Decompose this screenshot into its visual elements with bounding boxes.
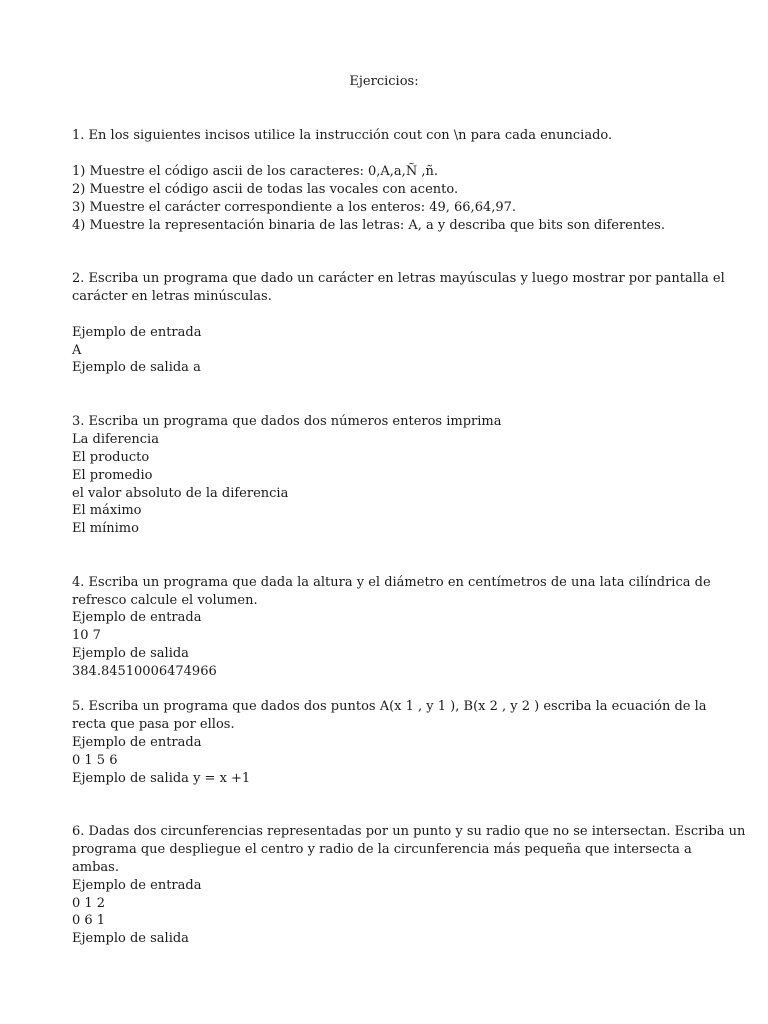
exercise-1-item-4: 4) Muestre la representación binaria de las letras: A, a y describa que bits son diferentes. [72, 218, 665, 233]
exercise-6-line: 6. Dadas dos circunferencias representadas por un punto y su radio que no se intersectan. Escriba un [72, 824, 746, 839]
exercise-1-item-2: 2) Muestre el código ascii de todas las vocales con acento. [72, 182, 459, 197]
exercise-4-line: Ejemplo de entrada [72, 610, 202, 625]
exercise-3-line: El producto [72, 450, 150, 465]
exercise-1-item-1: 1) Muestre el código ascii de los caracteres: 0,A,a,Ñ ,ñ. [72, 164, 438, 179]
exercise-4-line: 10 7 [72, 628, 101, 643]
exercise-5-line: 0 1 5 6 [72, 753, 118, 768]
exercise-4-line: 384.84510006474966 [72, 664, 217, 679]
exercise-5-line: Ejemplo de salida y = x +1 [72, 771, 251, 786]
exercise-2-line: 2. Escriba un programa que dado un carácter en letras mayúsculas y luego mostrar por pantalla el [72, 271, 725, 286]
exercise-3-line: 3. Escriba un programa que dados dos números enteros imprima [72, 414, 502, 429]
exercise-4-line: Ejemplo de salida [72, 646, 189, 661]
exercise-4-line: refresco calcule el volumen. [72, 593, 258, 608]
exercise-5-line: Ejemplo de entrada [72, 735, 202, 750]
exercise-4-line: 4. Escriba un programa que dada la altura y el diámetro en centímetros de una lata cilíndrica de [72, 575, 711, 590]
exercise-5-line: 5. Escriba un programa que dados dos puntos A(x 1 , y 1 ), B(x 2 , y 2 ) escriba la ecuación de la [72, 699, 707, 714]
exercise-3-line: el valor absoluto de la diferencia [72, 486, 289, 501]
exercise-2-line: carácter en letras minúsculas. [72, 289, 272, 304]
exercise-5-line: recta que pasa por ellos. [72, 717, 235, 732]
exercise-2-output: Ejemplo de salida a [72, 360, 201, 375]
exercise-6-line: 0 6 1 [72, 913, 106, 928]
exercise-2-input-label: Ejemplo de entrada [72, 325, 202, 340]
exercise-3-line: La diferencia [72, 432, 159, 447]
exercise-1-item-3: 3) Muestre el carácter correspondiente a los enteros: 49, 66,64,97. [72, 200, 517, 215]
page-title: Ejercicios: [349, 74, 419, 89]
exercise-3-line: El promedio [72, 468, 153, 483]
exercise-6-line: Ejemplo de salida [72, 931, 189, 946]
exercise-1-intro: 1. En los siguientes incisos utilice la instrucción cout con \n para cada enunciado. [72, 128, 613, 143]
exercise-3-line: El máximo [72, 503, 142, 518]
exercise-6-line: Ejemplo de entrada [72, 878, 202, 893]
exercise-6-line: ambas. [72, 860, 119, 875]
exercise-2-input-value: A [72, 343, 82, 358]
exercise-3-line: El mínimo [72, 521, 139, 536]
exercise-6-line: 0 1 2 [72, 896, 106, 911]
exercise-6-line: programa que despliegue el centro y radio de la circunferencia más pequeña que intersecta a [72, 842, 692, 857]
